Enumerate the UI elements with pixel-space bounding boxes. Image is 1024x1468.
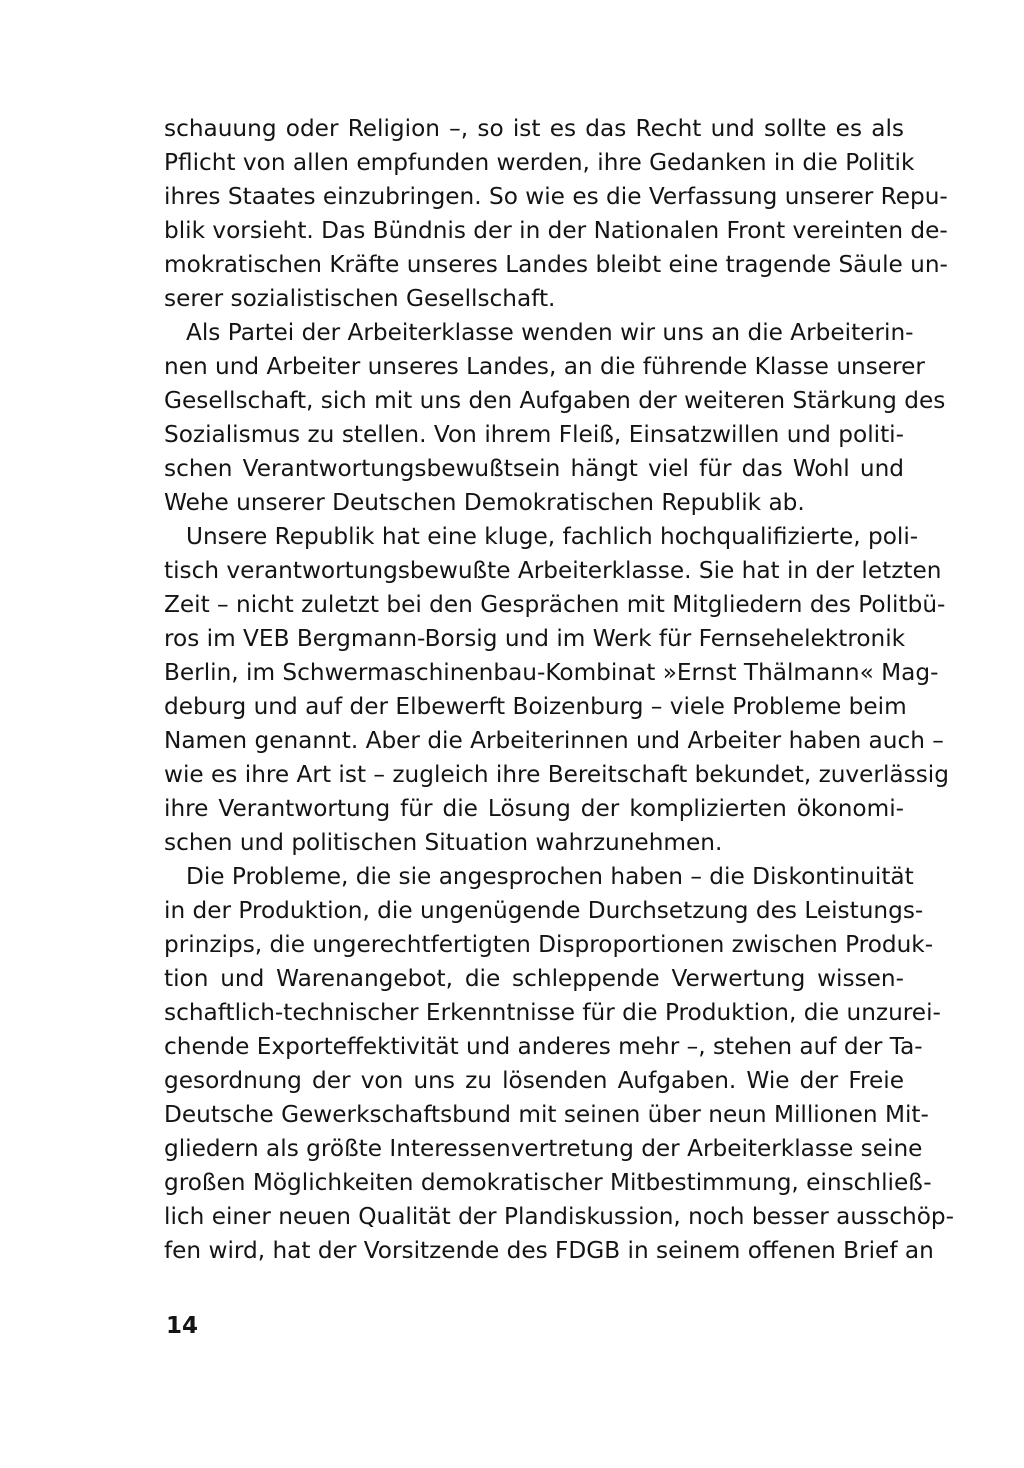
text-line: blik vorsieht. Das Bündnis der in der Nationalen Front vereinten de- [164, 217, 948, 244]
text-line: schaftlich-technischer Erkenntnisse für die Produktion, die unzurei- [164, 999, 941, 1026]
text-line: chende Exporteffektivität und anderes mehr –, stehen auf der Ta- [164, 1033, 923, 1060]
paragraph-1 [164, 112, 948, 316]
text-line: ihres Staates einzubringen. So wie es die Verfassung unserer Repu- [164, 183, 948, 210]
text-line: fen wird, hat der Vorsitzende des FDGB in seinem offenen Brief an [164, 1237, 934, 1264]
paragraph-2 [164, 316, 946, 520]
text-line: Zeit – nicht zuletzt bei den Gesprächen mit Mitgliedern des Politbü- [164, 591, 946, 618]
text-line: Pflicht von allen empfunden werden, ihre Gedanken in die Politik [164, 149, 915, 176]
text-line: schen Verantwortungsbewußtsein hängt viel für das Wohl und [164, 455, 904, 482]
text-line: gesordnung der von uns zu lösenden Aufgaben. Wie der Freie [164, 1067, 904, 1094]
text-line: schen und politischen Situation wahrzunehmen. [164, 829, 723, 856]
paragraph-3 [164, 520, 949, 860]
text-line: tisch verantwortungsbewußte Arbeiterklasse. Sie hat in der letzten [164, 557, 942, 584]
text-line: schauung oder Religion –, so ist es das Recht und sollte es als [164, 115, 904, 142]
paragraph-4 [164, 860, 954, 1268]
text-line: prinzips, die ungerechtfertigten Disproportionen zwischen Produk- [164, 931, 934, 958]
text-line: Die Probleme, die sie angesprochen haben – die Diskontinuität [186, 863, 914, 890]
text-line: serer sozialistischen Gesellschaft. [164, 285, 556, 312]
text-line: Wehe unserer Deutschen Demokratischen Republik ab. [164, 489, 805, 516]
page-number: 14 [166, 1313, 199, 1339]
body-text [164, 112, 954, 1268]
text-line: mokratischen Kräfte unseres Landes bleibt eine tragende Säule un- [164, 251, 948, 278]
text-line: tion und Warenangebot, die schleppende Verwertung wissen- [164, 965, 904, 992]
text-line: gliedern als größte Interessenvertretung der Arbeiterklasse seine [164, 1135, 923, 1162]
text-line: Berlin, im Schwermaschinenbau-Kombinat »Ernst Thälmann« Mag- [164, 659, 939, 686]
text-line: wie es ihre Art ist – zugleich ihre Bereitschaft bekundet, zuverlässig [164, 761, 949, 788]
text-line: Als Partei der Arbeiterklasse wenden wir uns an die Arbeiterin- [186, 319, 914, 346]
text-line: Unsere Republik hat eine kluge, fachlich hochqualifizierte, poli- [186, 523, 919, 550]
text-line: in der Produktion, die ungenügende Durchsetzung des Leistungs- [164, 897, 924, 924]
text-line: ihre Verantwortung für die Lösung der komplizierten ökonomi- [164, 795, 904, 822]
text-line: Deutsche Gewerkschaftsbund mit seinen über neun Millionen Mit- [164, 1101, 929, 1128]
text-line: Sozialismus zu stellen. Von ihrem Fleiß, Einsatzwillen und politi- [164, 421, 904, 448]
text-line: Gesellschaft, sich mit uns den Aufgaben der weiteren Stärkung des [164, 387, 946, 414]
text-line: großen Möglichkeiten demokratischer Mitbestimmung, einschließ- [164, 1169, 932, 1196]
text-line: Namen genannt. Aber die Arbeiterinnen und Arbeiter haben auch – [164, 727, 944, 754]
text-line: deburg und auf der Elbewerft Boizenburg – viele Probleme beim [164, 693, 907, 720]
text-line: lich einer neuen Qualität der Plandiskussion, noch besser ausschöp- [164, 1203, 954, 1230]
text-line: ros im VEB Bergmann-Borsig und im Werk für Fernsehelektronik [164, 625, 906, 652]
text-line: nen und Arbeiter unseres Landes, an die führende Klasse unserer [164, 353, 925, 380]
